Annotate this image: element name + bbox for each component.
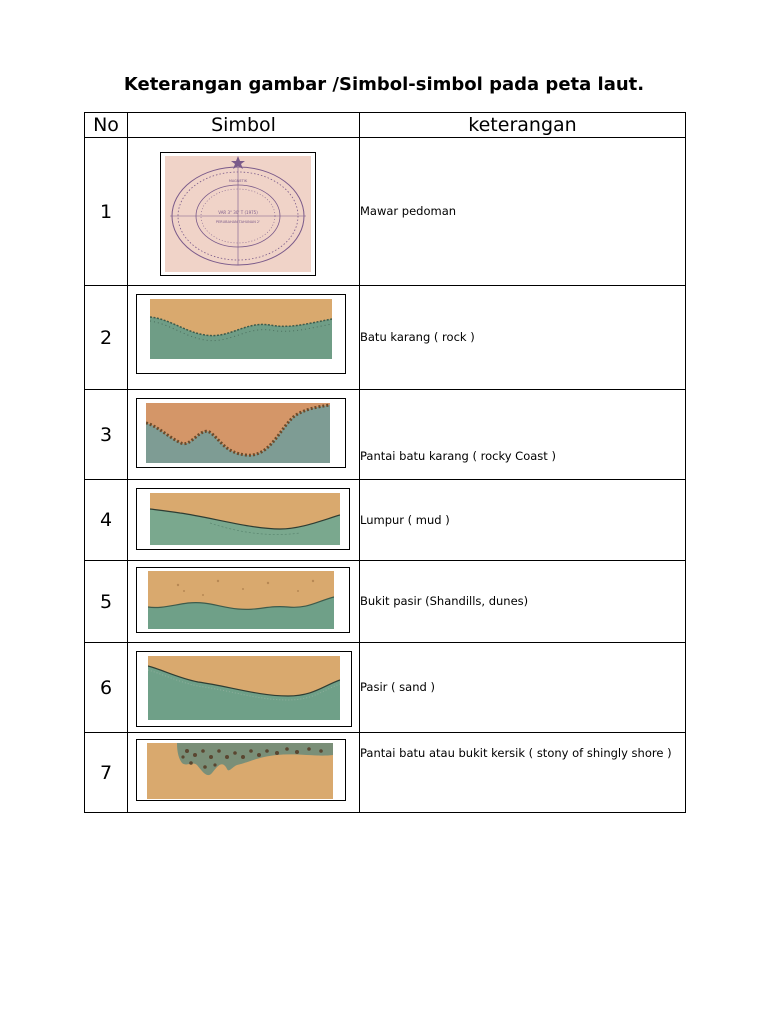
symbol-cell <box>128 643 360 733</box>
row-description: Batu karang ( rock ) <box>360 286 686 390</box>
row-description: Mawar pedoman <box>360 138 686 286</box>
row-number: 2 <box>85 286 128 390</box>
mud-symbol <box>136 488 350 550</box>
table-row <box>85 561 686 643</box>
rocky-coast-icon <box>146 403 330 463</box>
header-no: No <box>85 113 128 138</box>
svg-text:VAR 3° 30' T (1975): VAR 3° 30' T (1975) <box>218 210 258 215</box>
symbol-cell <box>128 138 360 286</box>
shingly-shore-icon <box>147 743 333 799</box>
svg-text:PERUBAHAN TAHUNAN 2': PERUBAHAN TAHUNAN 2' <box>215 220 261 224</box>
rocky-coast-symbol <box>136 398 346 468</box>
page-title: Keterangan gambar /Simbol-simbol pada peta laut. <box>123 74 645 95</box>
row-number: 1 <box>85 138 128 286</box>
table-row <box>85 390 686 480</box>
header-description: keterangan <box>360 113 686 138</box>
symbol-cell <box>128 286 360 390</box>
mud-icon <box>150 493 340 545</box>
row-number: 4 <box>85 480 128 561</box>
table-row <box>85 643 686 733</box>
symbol-cell <box>128 480 360 561</box>
shingly-shore-symbol <box>136 739 346 801</box>
symbol-cell <box>128 733 360 813</box>
row-description: Pantai batu karang ( rocky Coast ) <box>360 390 686 480</box>
rock-symbol <box>136 294 346 374</box>
row-description: Bukit pasir (Shandills, dunes) <box>360 561 686 643</box>
svg-text:MAGNETIK: MAGNETIK <box>228 179 248 183</box>
header-symbol: Simbol <box>128 113 360 138</box>
symbol-legend-table <box>84 112 686 813</box>
compass-rose-icon <box>165 156 311 272</box>
row-description: Pantai batu atau bukit kersik ( stony of shingly shore ) <box>360 733 686 813</box>
row-number: 6 <box>85 643 128 733</box>
table-row <box>85 480 686 561</box>
row-number: 7 <box>85 733 128 813</box>
symbol-cell <box>128 561 360 643</box>
table-row <box>85 138 686 286</box>
row-number: 5 <box>85 561 128 643</box>
sand-icon <box>148 656 340 720</box>
table-header-row <box>85 113 686 138</box>
symbol-cell <box>128 390 360 480</box>
rock-icon <box>150 299 332 359</box>
row-description: Lumpur ( mud ) <box>360 480 686 561</box>
row-number: 3 <box>85 390 128 480</box>
table-row <box>85 733 686 813</box>
compass-rose-symbol <box>160 152 316 276</box>
dunes-icon <box>148 571 334 629</box>
sand-symbol <box>136 651 352 727</box>
dunes-symbol <box>136 567 350 633</box>
row-description: Pasir ( sand ) <box>360 643 686 733</box>
table-row <box>85 286 686 390</box>
